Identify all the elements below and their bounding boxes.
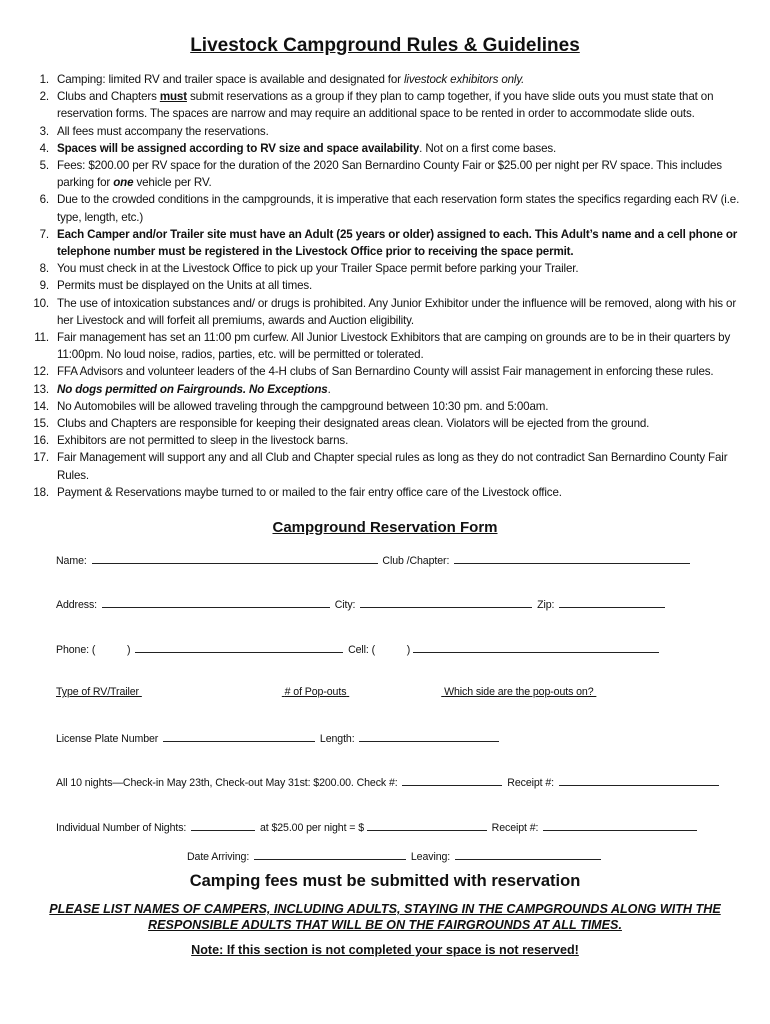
rule-number: 12. [33,365,49,379]
rule-text: Clubs and Chapters are responsible for keeping their designated areas clean. Violators will be ejected from the ground. [57,417,650,431]
rule-number: 15. [33,417,49,431]
receipt2-field[interactable] [543,820,697,831]
rule-text: The use of intoxication substances and/ or drugs is prohibited. Any Junior Exhibitor under the influence will be removed, along with his or her Livestock and will forfeit all premiums, awards and Auction eligibility. [57,296,737,327]
rule-number: 13. [33,382,49,396]
phone-row [56,642,661,656]
rule-text: Spaces will be assigned according to RV size and space availability [57,141,420,155]
rule-item [22,191,740,225]
rule-text: Payment & Reservations maybe turned to or mailed to the fair entry office care of the Livestock office. [57,485,562,499]
phone-number-field[interactable] [135,642,343,653]
rule-item [22,381,740,398]
rule-text: FFA Advisors and volunteer leaders of the 4-H clubs of San Bernardino County will assist Fair management in enforcing these rules. [57,365,714,379]
all-nights-row [56,775,721,789]
rule-number: 10. [33,296,49,310]
rule-text: Permits must be displayed on the Units at all times. [57,279,313,293]
rule-item [22,123,740,140]
rule-text: one [113,176,134,190]
campers-instruction: PLEASE LIST NAMES OF CAMPERS, INCLUDING ADULTS, STAYING IN THE CAMPGROUNDS ALONG WITH THE RESPONSIBLE ADULTS THAT WILL BE ON THE FAIRGROUNDS AT ALL TIMES. [49,902,721,932]
rule-number: 9. [39,279,49,293]
rule-number: 4. [39,141,49,155]
rule-item [22,415,740,432]
rule-text: Camping: limited RV and trailer space is available and designated for [57,73,404,86]
leaving-field[interactable] [455,849,601,860]
rule-item [22,295,740,329]
rule-text: You must check in at the Livestock Office to pick up your Trailer Space permit before parking your Trailer. [57,262,579,276]
name-row [56,553,692,567]
length-field[interactable] [359,731,499,742]
rule-text: No dogs permitted on Fairgrounds. No Exceptions [57,382,328,396]
rv-type-field[interactable] [142,686,282,698]
rule-text: must [159,90,187,104]
cell-close-paren: ) [406,644,411,656]
rv-type-row [56,686,684,698]
check-number-field[interactable] [402,775,502,786]
rule-text: vehicle per RV. [133,176,212,190]
individual-nights-label: Individual Number of Nights: [56,822,187,834]
receipt-field[interactable] [559,775,719,786]
phone-label: Phone: ( [56,644,96,656]
address-row [56,597,667,611]
zip-label: Zip: [537,599,555,611]
rule-text: livestock exhibitors only. [403,73,525,86]
date-arriving-label: Date Arriving: [187,851,250,863]
rule-number: 5. [39,159,49,173]
popout-side-label: Which side are the pop-outs on? [444,686,594,698]
rate-label: at $25.00 per night = $ [259,822,364,834]
date-arriving-field[interactable] [254,849,406,860]
rule-number: 17. [33,451,49,465]
rule-text: . Not on a first come bases. [419,141,557,155]
license-row [56,731,501,745]
phone-close-paren: ) [126,644,131,656]
cell-number-field[interactable] [413,642,659,653]
leaving-label: Leaving: [410,851,451,863]
completion-note: Note: If this section is not completed your space is not reserved! [191,943,579,957]
club-label: Club /Chapter: [382,555,450,567]
page-title: Livestock Campground Rules & Guidelines [190,35,580,56]
license-plate-label: License Plate Number [56,733,159,745]
rule-number: 6. [39,193,49,207]
rule-text: Exhibitors are not permitted to sleep in the livestock barns. [57,434,349,448]
rule-number: 8. [39,262,49,276]
popout-side-field[interactable] [596,686,684,698]
rules-list [22,71,740,501]
rule-text: submit reservations as a group if they plan to camp together, if you have slide outs you must state that on reservation forms. The spaces are narrow and may require an additional space to be rented in order to accommodate slide outs. [57,90,714,121]
receipt-label: Receipt #: [507,777,554,789]
rule-item [22,363,740,380]
cell-label: Cell: ( [348,644,376,656]
individual-nights-row [56,820,699,834]
rule-text: Clubs and Chapters [57,90,160,104]
all-nights-label: All 10 nights—Check-in May 23th, Check-out May 31st: $200.00. Check #: [56,777,398,789]
rule-number: 11. [34,331,49,345]
dates-row [187,849,603,863]
rule-number: 18. [33,485,49,499]
rule-item [22,398,740,415]
rule-number: 1. [39,73,49,86]
city-field[interactable] [360,597,532,608]
rule-number: 7. [39,227,49,241]
name-label: Name: [56,555,87,567]
fees-heading: Camping fees must be submitted with reservation [189,872,581,890]
popouts-label: # of Pop-outs [284,686,347,698]
length-label: Length: [319,733,355,745]
rule-item [22,329,740,363]
rule-number: 3. [39,124,49,138]
address-label: Address: [56,599,98,611]
rule-item [22,484,740,501]
city-label: City: [334,599,356,611]
name-field[interactable] [92,553,378,564]
popouts-field[interactable] [349,686,441,698]
rule-item [22,88,740,122]
rule-text: Fair Management will support any and all Club and Chapter special rules as long as they do not contradict San Bernardino County Fair Rules. [57,451,728,482]
rule-text: Due to the crowded conditions in the campgrounds, it is imperative that each reservation form states the specifics regarding each RV (i.e. type, length, etc.) [57,193,740,224]
number-of-nights-field[interactable] [191,820,255,831]
rule-item [22,449,740,483]
rule-text: Fair management has set an 11:00 pm curfew. All Junior Livestock Exhibitors that are camping on grounds are to be in their quarters by 11:00pm. No loud noise, radios, parties, etc. will be permitted or tolerated. [57,331,731,362]
zip-field[interactable] [559,597,665,608]
rule-number: 2. [39,90,49,104]
amount-field[interactable] [367,820,487,831]
rule-number: 16. [33,434,49,448]
rule-text: . [327,382,331,396]
form-title: Campground Reservation Form [272,519,498,536]
rule-text: All fees must accompany the reservations. [57,124,269,138]
rule-item [22,226,740,260]
rule-text: No Automobiles will be allowed traveling through the campground between 10:30 pm. and 5:00am. [57,399,549,413]
rv-type-label: Type of RV/Trailer [56,686,139,698]
address-field[interactable] [102,597,330,608]
rule-item [22,260,740,277]
rule-item [22,157,740,191]
rule-text: Fees: $200.00 per RV space for the duration of the 2020 San Bernardino County Fair or $25.00 per night per RV space. This includes parking for [57,159,722,190]
receipt2-label: Receipt #: [491,822,539,834]
rule-item [22,71,740,88]
rule-item [22,277,740,294]
rule-number: 14. [33,399,49,413]
rule-item [22,432,740,449]
rule-item [22,140,740,157]
rule-text: Each Camper and/or Trailer site must have an Adult (25 years or older) assigned to each. This Adult’s name and a cell phone or telephone number must be registered in the Livestock Office prior to receiving the space permit. [57,227,738,259]
license-plate-field[interactable] [163,731,315,742]
club-field[interactable] [454,553,690,564]
